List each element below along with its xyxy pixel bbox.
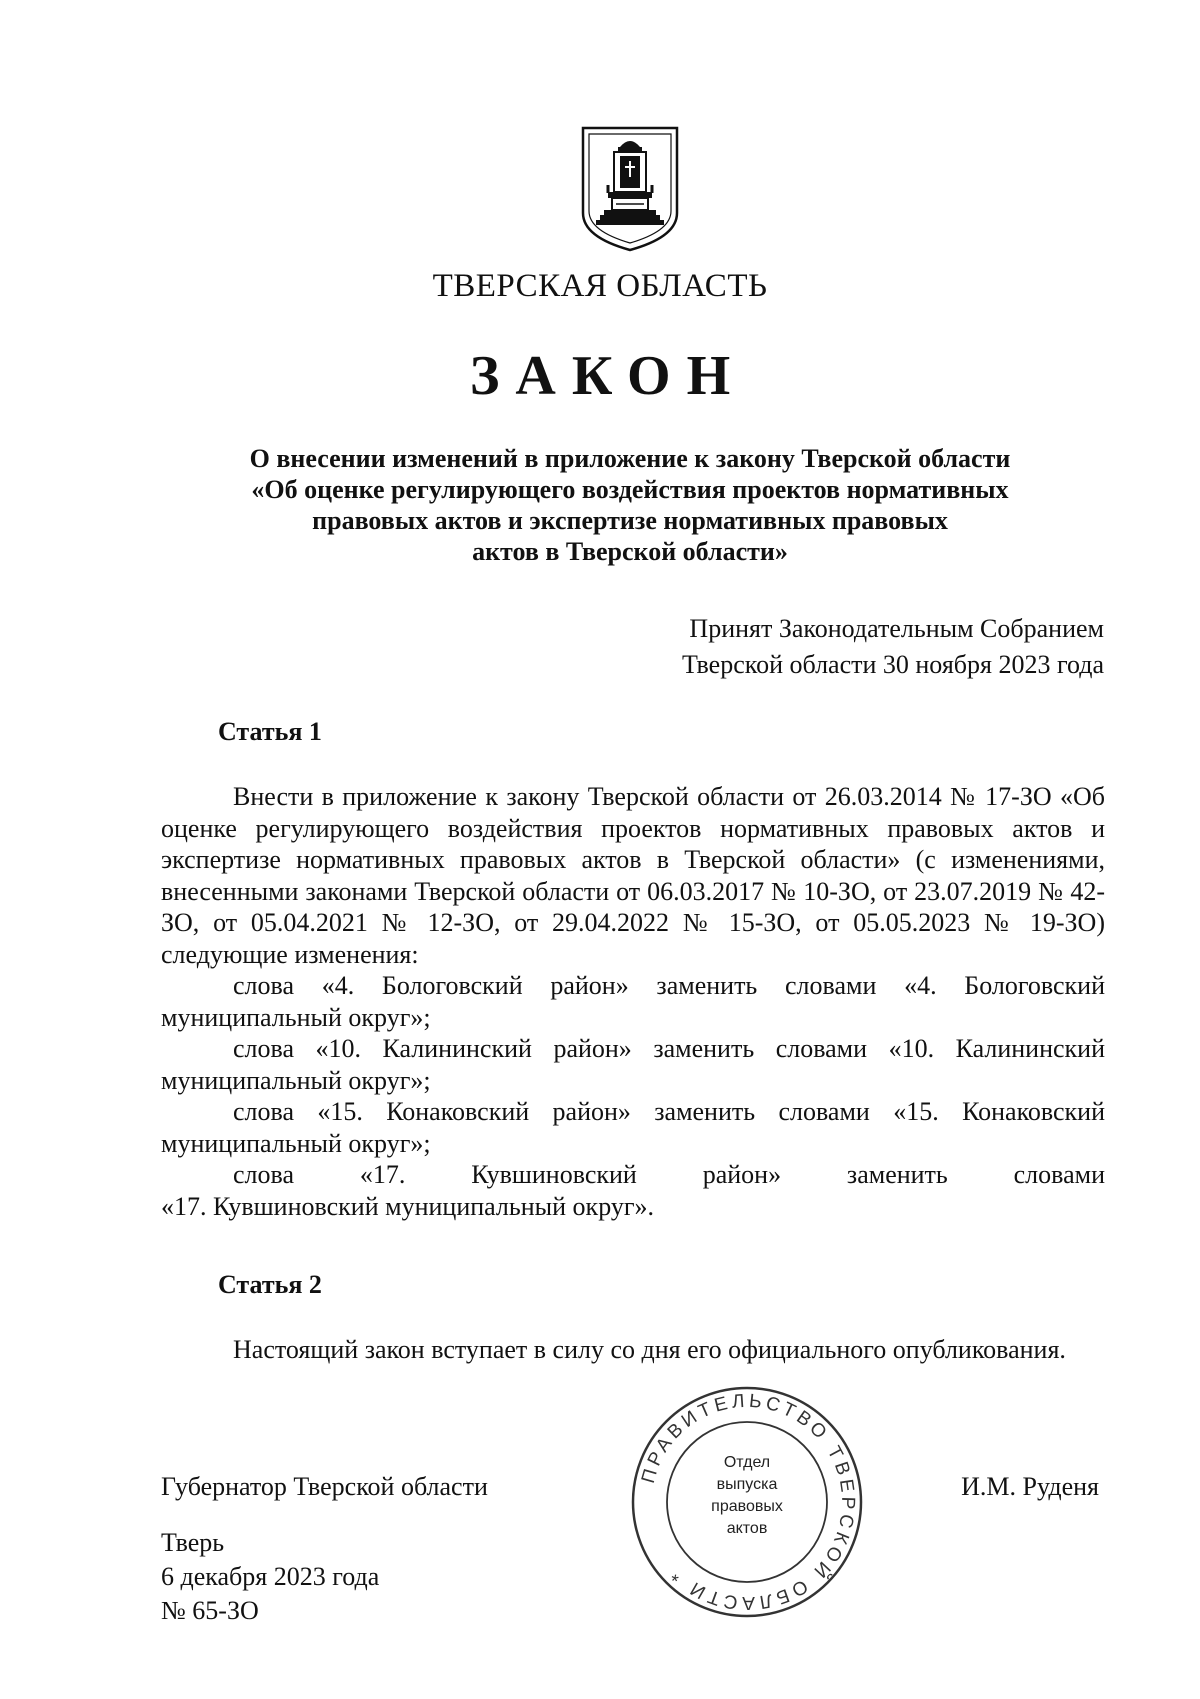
- article-1-item: слова «4. Бологовский район» заменить словами «4. Бологовский муниципальный округ»;: [161, 971, 1105, 1032]
- law-number: № 65-ЗО: [161, 1596, 259, 1625]
- law-subject-title: [170, 443, 1090, 567]
- article-1-intro: Внести в приложение к закону Тверской области от 26.03.2014 № 17-ЗО «Об оценке регулирующего воздействия проектов нормативных правовых актов и экспертизе нормативных правовых актов в Тверской области» (с изменениями, внесенными законами Тверской области от 06.03.2017 № 10-ЗО, от 23.07.2019 № 42-ЗО, от 05.04.2021 № 12-ЗО, от 29.04.2022 № 15-ЗО, от 05.05.2023 № 19-ЗО) следующие изменения:: [161, 782, 1105, 969]
- stamp-line: актов: [726, 1520, 768, 1537]
- adoption-note: [504, 611, 1104, 683]
- article-2-text: Настоящий закон вступает в силу со дня его официального опубликования.: [233, 1335, 1066, 1364]
- stamp-ring-text: ПРАВИТЕЛЬСТВО ТВЕРСКОЙ ОБЛАСТИ *: [637, 1390, 859, 1614]
- stamp-line: выпуска: [716, 1476, 778, 1493]
- stamp-line: правовых: [711, 1498, 783, 1515]
- place-date-number: [161, 1526, 379, 1628]
- subject-line: О внесении изменений в приложение к закону Тверской области: [249, 444, 1011, 473]
- article-1-item: слова «10. Калининский район» заменить словами «10. Калининский муниципальный округ»;: [161, 1034, 1105, 1095]
- subject-line: правовых актов и экспертизе нормативных правовых: [312, 506, 948, 535]
- subject-line: актов в Тверской области»: [472, 537, 788, 566]
- signatory-name: И.М. Руденя: [961, 1472, 1099, 1501]
- adoption-line: Принят Законодательным Собранием: [689, 614, 1104, 643]
- document-type-title: ЗАКОН: [469, 345, 747, 407]
- region-name: ТВЕРСКАЯ ОБЛАСТЬ: [432, 268, 768, 304]
- city: Тверь: [161, 1528, 225, 1557]
- article-1-item: слова «17. Кувшиновский район» заменить словами: [233, 1160, 1105, 1189]
- article-2-body: [161, 1334, 1105, 1366]
- article-2-heading: Статья 2: [218, 1270, 322, 1299]
- adoption-line: Тверской области 30 ноября 2023 года: [681, 650, 1104, 679]
- article-1-body: [161, 781, 1105, 1222]
- signatory-position: Губернатор Тверской области: [161, 1472, 488, 1501]
- article-1-item: слова «15. Конаковский район» заменить словами «15. Конаковский муниципальный округ»;: [161, 1097, 1105, 1158]
- article-1-item: «17. Кувшиновский муниципальный округ».: [161, 1191, 655, 1221]
- stamp-center-text: [670, 1452, 824, 1540]
- tver-coat-of-arms-icon: [580, 125, 680, 253]
- stamp-line: Отдел: [723, 1454, 771, 1471]
- subject-line: «Об оценке регулирующего воздействия проектов нормативных: [251, 475, 1009, 504]
- article-1-heading: Статья 1: [218, 717, 322, 746]
- signing-date: 6 декабря 2023 года: [161, 1562, 380, 1591]
